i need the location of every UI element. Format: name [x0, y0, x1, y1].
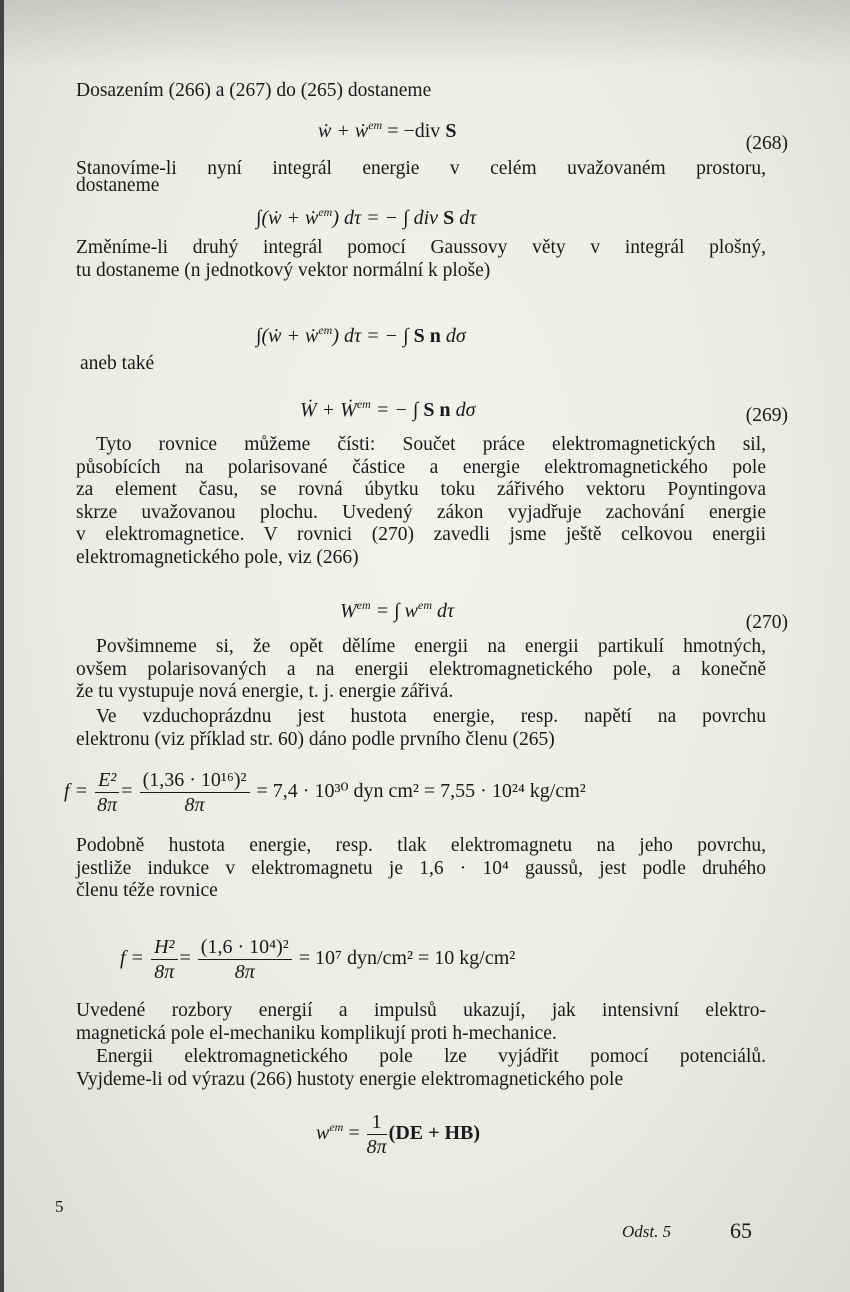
paragraph-vacuum: Ve vzduchoprázdnu jest hustota energie, resp. napětí na povrchu elektronu (viz příklad str. 60) dáno podle prvního členu (265) — [76, 706, 766, 750]
equation-integral-1: ∫(ẇ + ẇ$^{em}$) dτ = − ∫ div S dτ — [256, 205, 477, 229]
fraction: $\frac{\text{H²}}{8\pi}$ — [151, 935, 177, 984]
intro-text: Dosazením (266) a (267) do (265) dostaneme — [76, 80, 432, 101]
equation-f2: f = $\frac{\text{H²}}{8\pi}$ = $\frac{\text{(1,6 · 10⁴)²}}{8\pi}$ = 10⁷ dyn/cm² = 10 kg/cm² — [120, 936, 516, 983]
equation-f1: f = $\frac{\text{E²}}{8\pi}$ = $\frac{\text{(1,36 · 10¹⁶)²}}{8\pi}$ = 7,4 · 10³⁰ dyn cm² = 7,55 · 10²⁴ kg/cm² — [64, 769, 586, 816]
equation-number-269: (269) — [745, 405, 788, 426]
equation-268: ẇ + ẇ$^{em}$ = −div S — [318, 118, 457, 142]
printer-signature: 5 — [55, 1197, 64, 1216]
fraction: $\frac{\text{(1,6 · 10⁴)²}}{8\pi}$ — [198, 935, 292, 984]
equation-269: Ẇ + Ẇ$^{em}$ = − ∫ S n dσ — [300, 397, 476, 421]
page-shadow — [0, 0, 850, 70]
paragraph-integral-energy: Stanovíme-li nyní integrál energie v celém uvažovaném prostoru, dostaneme — [76, 158, 766, 196]
paragraph-potentials: Energii elektromagnetického pole lze vyjádřit pomocí potenciálů. Vyjdeme-li od výrazu (266) hustoty energie elektromagnetického pole — [76, 1046, 766, 1090]
page-number: 65 — [730, 1218, 752, 1243]
equation-number-270: (270) — [745, 612, 788, 633]
equation-number-268: (268) — [745, 133, 788, 154]
aneb-text: aneb také — [80, 353, 155, 374]
paragraph-analysis: Uvedené rozbory energií a impulsů ukazují, jak intensivní elektro- magnetická pole el-mechaniku komplikují proti h-mechanice. — [76, 1000, 766, 1044]
fraction: $\frac{\text{(1,36 · 10¹⁶)²}}{8\pi}$ — [140, 768, 250, 817]
page-edge — [0, 0, 4, 1292]
section-label: Odst. 5 — [622, 1222, 672, 1241]
paragraph-gauss: Změníme-li druhý integrál pomocí Gaussovy věty v integrál plošný, tu dostaneme (n jednotkový vektor normální k ploše) — [76, 237, 766, 281]
paragraph-energy-division: Povšimneme si, že opět dělíme energii na energii partikulí hmotných, ovšem polarisovaných a na energii elektromagnetického pole, a konečně že tu vystupuje nová energie, t. j. energie zářivá. — [76, 636, 766, 702]
paragraph-interpretation: Tyto rovnice můžeme čísti: Součet práce elektromagnetických sil, působících na polarisované částice a energie elektromagnetického pole za element času, se rovná úbytku toku zářivého vektoru Poyntingova skrze uvažovanou plochu. Uvedený zákon vyjadřuje zachování energie v elektromagnetice. V rovnici (270) zavedli jsme ještě celkovou energii elektromagnetického pole, viz (266) — [76, 434, 766, 568]
paragraph-electromagnet: Podobně hustota energie, resp. tlak elektromagnetu na jeho povrchu, jestliže indukce v elektromagnetu je 1,6 · 10⁴ gaussů, jest podle druhého členu téže rovnice — [76, 835, 766, 901]
equation-integral-2: ∫(ẇ + ẇ$^{em}$) dτ = − ∫ S n dσ — [256, 323, 466, 347]
fraction: $\frac{1}{8\pi}$ — [366, 1111, 387, 1158]
equation-wem: $w^{em}$ = $\frac{1}{8\pi}$ (DE + HB) — [316, 1111, 481, 1158]
equation-270: $W^{em}$ = ∫ $w^{em}$ dτ — [340, 598, 455, 622]
fraction: $\frac{\text{E²}}{8\pi}$ — [95, 768, 119, 817]
